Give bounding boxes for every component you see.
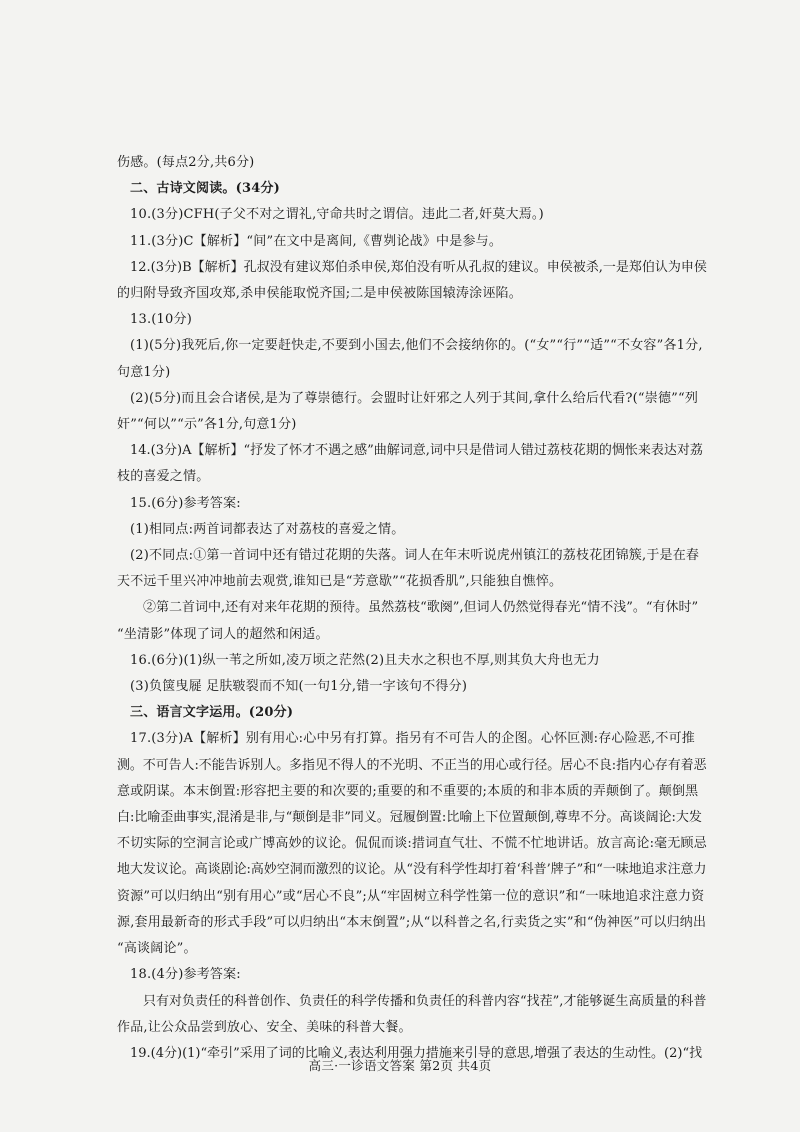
text-line: 作品,让公众品尝到放心、安全、美味的科普大餐。 — [117, 1019, 412, 1035]
text-line: 11.(3分)C【解析】“间”在文中是离间,《曹刿论战》中是参与。 — [130, 233, 503, 249]
answer-text-body — [117, 150, 707, 1067]
text-line: 不切实际的空洞言论或广博高妙的议论。侃侃而谈:措词直气壮、不慌不忙地讲话。放言高论:毫无顾忌 — [117, 836, 707, 852]
text-line: 17.(3分)A【解析】别有用心:心中另有打算。指另有不可告人的企图。心怀叵测:存心险恶,不可推 — [130, 731, 695, 747]
text-line: 测。不可告人:不能告诉别人。多指见不得人的不光明、不正当的用心或行径。居心不良:指内心存有着恶 — [117, 757, 707, 773]
text-line: 13.(10分) — [130, 312, 192, 328]
text-line: 的归附导致齐国攻郑,杀申侯能取悦齐国;二是申侯被陈国辕涛涂诬陷。 — [117, 286, 522, 302]
text-line: 只有对负责任的科普创作、负责任的科学传播和负责任的科普内容“找茬”,才能够诞生高质量的科普 — [143, 993, 707, 1009]
text-line: 枝的喜爱之情。 — [117, 469, 210, 485]
text-line: “高谈阔论”。 — [117, 941, 197, 957]
text-line: 10.(3分)CFH(子父不对之谓礼,守命共时之谓信。违此二者,奸莫大焉。) — [130, 207, 544, 223]
text-line: 15.(6分)参考答案: — [130, 495, 241, 511]
text-line: (2)(5分)而且会合诸侯,是为了尊崇德行。会盟时让奸邪之人列于其间,拿什么给后代看?(“崇德”“列 — [130, 390, 699, 406]
section-heading: 三、语言文字运用。(20分) — [130, 705, 294, 721]
text-line: 句意1分) — [117, 364, 171, 380]
text-line: 白:比喻歪曲事实,混淆是非,与“颠倒是非”同义。冠履倒置:比喻上下位置颠倒,尊卑不分。高谈阔论:大发 — [117, 810, 702, 826]
text-line: 资源”可以归纳出“别有用心”或“居心不良”;从“牢固树立科学性第一位的意识”和“一味地追求注意力资 — [117, 888, 705, 904]
text-line: “坐清影”体现了词人的超然和闲适。 — [117, 626, 329, 642]
text-line: 18.(4分)参考答案: — [130, 967, 241, 983]
text-line: 16.(6分)(1)纵一苇之所如,凌万顷之茫然(2)且夫水之积也不厚,则其负大舟也无力 — [130, 652, 600, 668]
text-line: 14.(3分)A【解析】“抒发了怀才不遇之感”曲解词意,词中只是借词人错过荔枝花期的惆怅来表达对荔 — [130, 443, 703, 459]
text-line: 奸”“何以”“示”各1分,句意1分) — [117, 417, 297, 433]
text-line: ②第二首词中,还有对来年花期的预待。虽然荔枝“歌阕”,但词人仍然觉得春光“情不浅”。“有休时” — [143, 600, 699, 616]
text-line: 19.(4分)(1)“牵引”采用了词的比喻义,表达利用强力措施来引导的意思,增强了表达的生动性。(2)“找 — [130, 1045, 703, 1061]
text-line: 伤感。(每点2分,共6分) — [117, 155, 255, 170]
section-heading: 二、古诗文阅读。(34分) — [130, 181, 280, 197]
text-line: (1)相同点:两首词都表达了对荔枝的喜爱之情。 — [130, 521, 405, 537]
text-line: 天不远千里兴冲冲地前去观赏,谁知已是“芳意歇”“花损香肌”,只能独自憔悴。 — [117, 574, 563, 590]
text-line: 源,套用最新奇的形式手段”可以归纳出“本末倒置”;从“以科普之名,行卖货之实”和“伪神医”可以归纳出 — [117, 914, 707, 930]
text-line: (3)负箧曳屣 足肤皲裂而不知(一句1分,错一字该句不得分) — [130, 679, 468, 695]
text-line: (2)不同点:①第一首词中还有错过花期的失落。词人在年末听说虎州镇江的荔枝花团锦簇,于是在春 — [130, 548, 700, 564]
page-footer: 高三·一诊语文答案 第2页 共4页 — [308, 1058, 492, 1073]
text-line: 12.(3分)B【解析】孔叔没有建议郑伯杀申侯,郑伯没有听从孔叔的建议。申侯被杀,一是郑伯认为申侯 — [130, 259, 707, 275]
text-line: 意或阴谋。本末倒置:形容把主要的和次要的;重要的和不重要的;本质的和非本质的弄颠倒了。颠倒黑 — [117, 783, 699, 799]
text-line: 地大发议论。高谈剧论:高妙空洞而激烈的议论。从“没有科学性却打着‘科普’牌子”和“一味地追求注意力 — [117, 862, 707, 878]
text-line: (1)(5分)我死后,你一定要赶快走,不要到小国去,他们不会接纳你的。(“女”“行”“适”“不女容”各1分, — [130, 338, 703, 354]
